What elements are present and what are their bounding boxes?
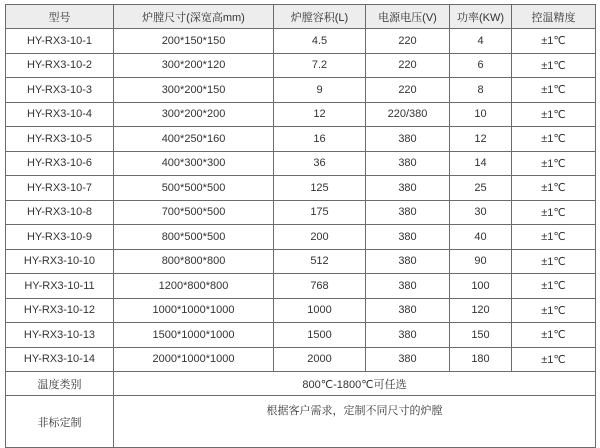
cell-chamber-volume: 4.5 [274,29,366,54]
cell-temp-accuracy: ±1℃ [512,78,596,103]
cell-power: 25 [450,176,512,201]
header-chamber-volume: 炉膛容积(L) [274,5,366,29]
cell-chamber-size: 1500*1000*1000 [114,323,274,348]
table-row [6,53,596,78]
cell-temp-accuracy: ±1℃ [512,200,596,225]
cell-chamber-volume: 125 [274,176,366,201]
cell-model: HY-RX3-10-8 [6,200,114,225]
table-row [6,323,596,348]
cell-temp-accuracy: ±1℃ [512,127,596,152]
cell-power: 90 [450,249,512,274]
table-row [6,78,596,103]
cell-voltage: 220 [366,29,450,54]
cell-chamber-volume: 7.2 [274,53,366,78]
cell-model: HY-RX3-10-4 [6,102,114,127]
header-voltage: 电源电压(V) [366,5,450,29]
cell-chamber-size: 2000*1000*1000 [114,347,274,372]
table-row [6,249,596,274]
cell-temp-accuracy: ±1℃ [512,29,596,54]
cell-voltage: 380 [366,323,450,348]
cell-temp-accuracy: ±1℃ [512,249,596,274]
table-row [6,298,596,323]
cell-chamber-size: 300*200*150 [114,78,274,103]
cell-temp-accuracy: ±1℃ [512,323,596,348]
cell-power: 10 [450,102,512,127]
cell-chamber-volume: 9 [274,78,366,103]
cell-voltage: 220 [366,78,450,103]
cell-chamber-size: 500*500*500 [114,176,274,201]
cell-power: 180 [450,347,512,372]
header-power: 功率(KW) [450,5,512,29]
cell-chamber-volume: 175 [274,200,366,225]
temperature-category-value: 800℃-1800℃可任选 [114,372,596,396]
cell-voltage: 380 [366,127,450,152]
table-header-row [6,5,596,29]
cell-voltage: 220 [366,53,450,78]
cell-model: HY-RX3-10-14 [6,347,114,372]
cell-voltage: 380 [366,225,450,250]
cell-chamber-size: 300*200*120 [114,53,274,78]
cell-temp-accuracy: ±1℃ [512,298,596,323]
cell-voltage: 380 [366,151,450,176]
temperature-category-row [6,372,596,396]
cell-chamber-size: 700*500*500 [114,200,274,225]
table-row [6,151,596,176]
temperature-category-label: 温度类别 [6,372,114,396]
cell-chamber-size: 300*200*200 [114,102,274,127]
cell-voltage: 380 [366,176,450,201]
table-row [6,274,596,299]
cell-chamber-size: 400*250*160 [114,127,274,152]
cell-chamber-volume: 12 [274,102,366,127]
table-body [6,29,596,372]
custom-order-label: 非标定制 [6,396,114,448]
cell-model: HY-RX3-10-3 [6,78,114,103]
cell-chamber-volume: 1500 [274,323,366,348]
cell-model: HY-RX3-10-1 [6,29,114,54]
cell-temp-accuracy: ±1℃ [512,151,596,176]
table-row [6,225,596,250]
cell-chamber-size: 800*500*500 [114,225,274,250]
cell-voltage: 380 [366,249,450,274]
cell-temp-accuracy: ±1℃ [512,274,596,299]
table-row [6,347,596,372]
cell-voltage: 380 [366,347,450,372]
custom-order-value: 根据客户需求，定制不同尺寸的炉膛 [114,396,596,448]
cell-model: HY-RX3-10-10 [6,249,114,274]
cell-model: HY-RX3-10-2 [6,53,114,78]
custom-order-row [6,396,596,448]
table-row [6,127,596,152]
table-row [6,29,596,54]
table-row [6,200,596,225]
cell-temp-accuracy: ±1℃ [512,225,596,250]
table-row [6,176,596,201]
cell-power: 12 [450,127,512,152]
cell-power: 14 [450,151,512,176]
cell-temp-accuracy: ±1℃ [512,176,596,201]
cell-model: HY-RX3-10-7 [6,176,114,201]
cell-power: 100 [450,274,512,299]
cell-power: 8 [450,78,512,103]
cell-power: 6 [450,53,512,78]
cell-power: 40 [450,225,512,250]
cell-chamber-volume: 1000 [274,298,366,323]
cell-model: HY-RX3-10-9 [6,225,114,250]
cell-model: HY-RX3-10-5 [6,127,114,152]
cell-chamber-size: 1000*1000*1000 [114,298,274,323]
cell-power: 120 [450,298,512,323]
cell-voltage: 380 [366,274,450,299]
cell-voltage: 380 [366,200,450,225]
table-row [6,102,596,127]
header-temp-accuracy: 控温精度 [512,5,596,29]
cell-power: 150 [450,323,512,348]
cell-chamber-volume: 2000 [274,347,366,372]
spec-table [5,4,596,448]
cell-temp-accuracy: ±1℃ [512,102,596,127]
cell-chamber-volume: 512 [274,249,366,274]
cell-power: 30 [450,200,512,225]
cell-chamber-volume: 16 [274,127,366,152]
cell-chamber-size: 200*150*150 [114,29,274,54]
cell-chamber-volume: 768 [274,274,366,299]
cell-model: HY-RX3-10-6 [6,151,114,176]
cell-model: HY-RX3-10-13 [6,323,114,348]
cell-chamber-size: 800*800*800 [114,249,274,274]
cell-voltage: 380 [366,298,450,323]
cell-model: HY-RX3-10-12 [6,298,114,323]
cell-chamber-volume: 36 [274,151,366,176]
cell-chamber-size: 400*300*300 [114,151,274,176]
cell-temp-accuracy: ±1℃ [512,53,596,78]
cell-chamber-volume: 200 [274,225,366,250]
cell-power: 4 [450,29,512,54]
cell-chamber-size: 1200*800*800 [114,274,274,299]
header-model: 型号 [6,5,114,29]
cell-temp-accuracy: ±1℃ [512,347,596,372]
cell-voltage: 220/380 [366,102,450,127]
cell-model: HY-RX3-10-11 [6,274,114,299]
header-chamber-size: 炉膛尺寸(深宽高mm) [114,5,274,29]
